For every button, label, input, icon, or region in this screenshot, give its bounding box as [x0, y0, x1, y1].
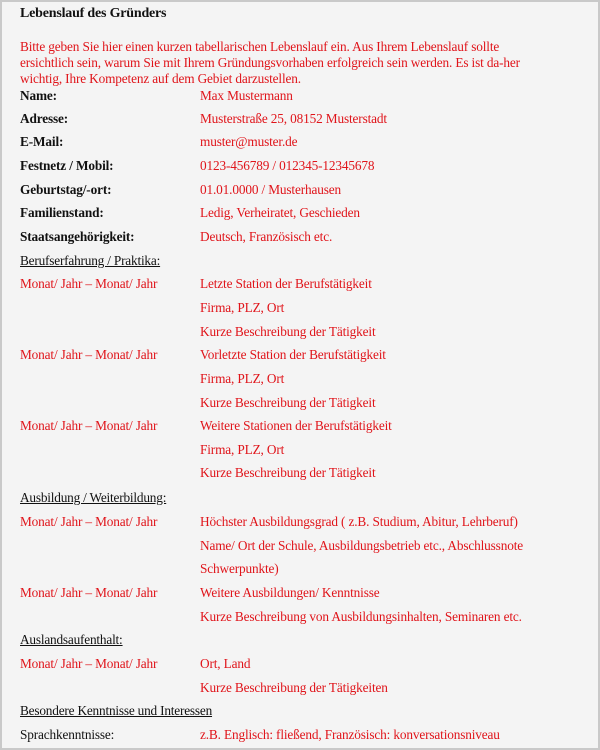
personal-row-address: [20, 109, 387, 129]
entry-line: Kurze Beschreibung von Ausbildungsinhalten, Seminaren etc.: [200, 609, 522, 624]
personal-row-email: [20, 132, 298, 152]
field-value: Deutsch, Französisch etc.: [200, 229, 333, 244]
field-label: Geburtstag/-ort:: [20, 182, 112, 197]
field-value: z.B. Englisch: fließend, Französisch: konversationsniveau: [200, 727, 500, 742]
field-label: Festnetz / Mobil:: [20, 158, 114, 173]
abroad-entry: [20, 654, 251, 674]
personal-row-phone: [20, 156, 375, 176]
document-title: Lebenslauf des Gründers: [20, 6, 167, 21]
entry-line: Weitere Ausbildungen/ Kenntnisse: [200, 585, 380, 600]
entry-line: Kurze Beschreibung der Tätigkeiten: [200, 680, 388, 695]
field-value: muster@muster.de: [200, 134, 298, 149]
field-value: Musterstraße 25, 08152 Musterstadt: [200, 111, 387, 126]
personal-row-birth: [20, 180, 342, 200]
entry-line: Kurze Beschreibung der Tätigkeit: [200, 324, 376, 339]
section-heading-skills: Besondere Kenntnisse und Interessen: [20, 703, 213, 718]
education-entry: [20, 583, 380, 603]
work-entry: [20, 274, 372, 294]
entry-line: Kurze Beschreibung der Tätigkeit: [200, 395, 376, 410]
entry-line: Schwerpunkte): [200, 561, 279, 576]
personal-row-name: [20, 86, 293, 106]
entry-line: Letzte Station der Berufstätigkeit: [200, 276, 372, 291]
entry-line: Name/ Ort der Schule, Ausbildungsbetrieb etc., Abschlussnote: [200, 538, 523, 553]
intro-instructions: Bitte geben Sie hier einen kurzen tabellarischen Lebenslauf ein. Aus Ihrem Lebenslauf sollte ersichtlich sein, warum Sie mit Ihrem Gründungsvorhaben erfolgreich sein werden. Es ist da-her wichtig, Ihre Kompetenz auf dem Gebiet darzustellen.: [20, 39, 520, 86]
field-value: 01.01.0000 / Musterhausen: [200, 182, 342, 197]
entry-period: Monat/ Jahr – Monat/ Jahr: [20, 276, 158, 291]
field-value: 0123-456789 / 012345-12345678: [200, 158, 375, 173]
field-label: E-Mail:: [20, 134, 64, 149]
personal-row-marital: [20, 203, 360, 223]
personal-row-nationality: [20, 227, 333, 247]
field-label: Familienstand:: [20, 205, 104, 220]
section-heading-abroad: Auslandsaufenthalt:: [20, 632, 123, 647]
entry-line: Firma, PLZ, Ort: [200, 371, 285, 386]
entry-line: Höchster Ausbildungsgrad ( z.B. Studium, Abitur, Lehrberuf): [200, 514, 518, 529]
entry-line: Firma, PLZ, Ort: [200, 300, 285, 315]
section-heading-education: Ausbildung / Weiterbildung:: [20, 490, 167, 505]
entry-period: Monat/ Jahr – Monat/ Jahr: [20, 514, 158, 529]
field-label: Staatsangehörigkeit:: [20, 229, 135, 244]
entry-line: Vorletzte Station der Berufstätigkeit: [200, 347, 386, 362]
entry-period: Monat/ Jahr – Monat/ Jahr: [20, 347, 158, 362]
field-label: Adresse:: [20, 111, 69, 126]
education-entry: [20, 512, 518, 532]
entry-line: Weitere Stationen der Berufstätigkeit: [200, 418, 392, 433]
entry-line: Kurze Beschreibung der Tätigkeit: [200, 465, 376, 480]
field-value: Ledig, Verheiratet, Geschieden: [200, 205, 360, 220]
field-value: Max Mustermann: [200, 88, 293, 103]
entry-period: Monat/ Jahr – Monat/ Jahr: [20, 656, 158, 671]
field-label: Sprachkenntnisse:: [20, 727, 115, 742]
section-heading-work: Berufserfahrung / Praktika:: [20, 253, 161, 268]
skills-row-languages: [20, 725, 500, 745]
entry-line: Firma, PLZ, Ort: [200, 442, 285, 457]
entry-line: Ort, Land: [200, 656, 251, 671]
field-label: Name:: [20, 88, 57, 103]
entry-period: Monat/ Jahr – Monat/ Jahr: [20, 585, 158, 600]
work-entry: [20, 416, 392, 436]
work-entry: [20, 345, 386, 365]
entry-period: Monat/ Jahr – Monat/ Jahr: [20, 418, 158, 433]
